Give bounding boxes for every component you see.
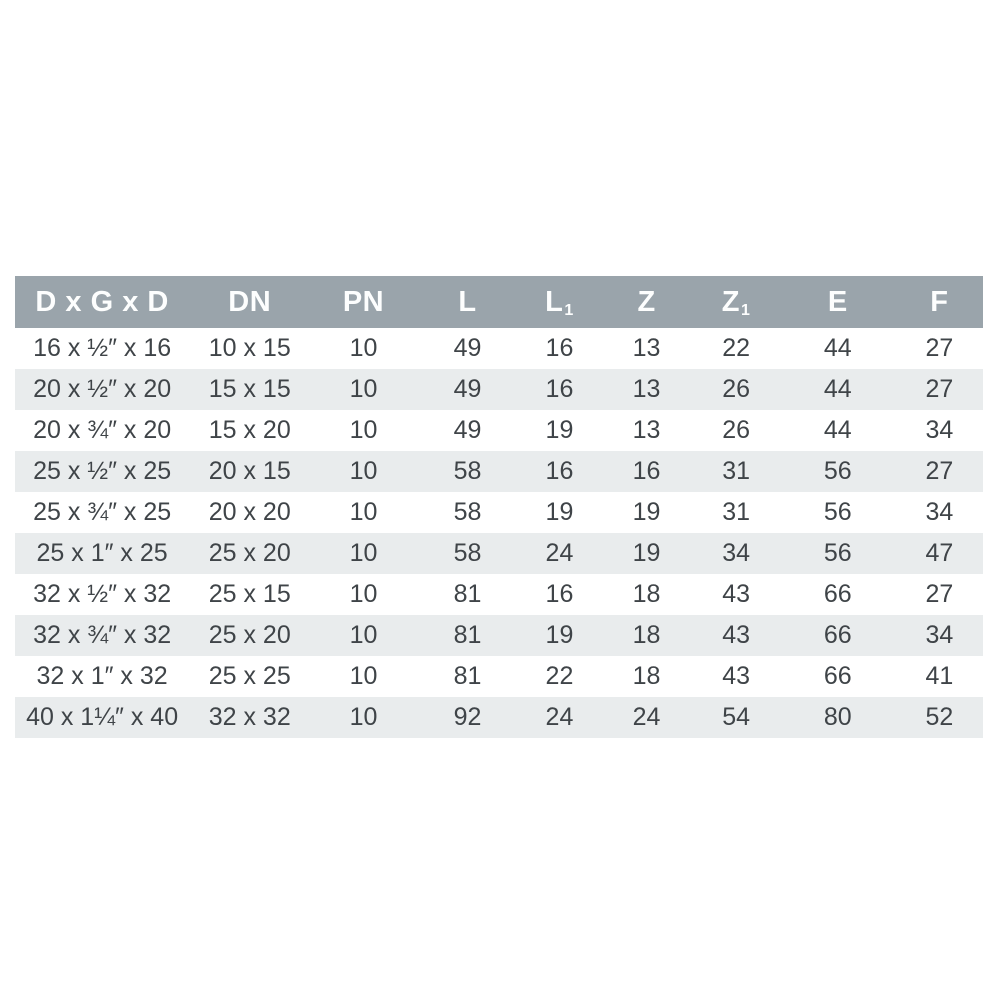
cell-dn: 20 x 15: [208, 457, 291, 485]
cell-z: 24: [632, 703, 661, 731]
cell-l1: 24: [545, 703, 574, 731]
cell-l1: 24: [545, 539, 574, 567]
table-row: [15, 697, 983, 738]
cell-l1: 19: [545, 621, 574, 649]
table-row: [15, 492, 983, 533]
header-cell-z: [601, 276, 693, 328]
table-row: [15, 656, 983, 697]
cell-z: 18: [632, 621, 661, 649]
cell-dn: 25 x 20: [208, 539, 291, 567]
header-cell-e: [780, 276, 896, 328]
cell-pn: 10: [349, 334, 378, 362]
cell-dxgxd: 32 x 1″ x 32: [36, 662, 168, 690]
cell-l1: 19: [545, 498, 574, 526]
cell-f: 34: [925, 498, 954, 526]
cell-e: 56: [823, 498, 852, 526]
table-row: [15, 451, 983, 492]
cell-l1: 16: [545, 580, 574, 608]
header-label-pn: PN: [342, 285, 385, 318]
cell-z1: 26: [722, 416, 750, 444]
cell-z1: 31: [722, 457, 750, 485]
cell-z: 13: [632, 334, 661, 362]
cell-f: 34: [925, 621, 954, 649]
cell-e: 66: [823, 580, 852, 608]
header-label-l1: L: [545, 285, 564, 318]
cell-dxgxd: 25 x ¾″ x 25: [33, 498, 172, 526]
cell-pn: 10: [349, 539, 378, 567]
header-cell-f: [896, 276, 983, 328]
table-row: [15, 574, 983, 615]
cell-z: 19: [632, 539, 661, 567]
cell-l1: 22: [545, 662, 574, 690]
cell-z1: 34: [722, 539, 750, 567]
cell-pn: 10: [349, 375, 378, 403]
cell-l: 49: [453, 375, 482, 403]
cell-dn: 32 x 32: [208, 703, 291, 731]
cell-z1: 26: [722, 375, 750, 403]
cell-f: 34: [925, 416, 954, 444]
cell-e: 80: [823, 703, 852, 731]
cell-l: 49: [453, 334, 482, 362]
table-body: [15, 328, 983, 738]
cell-dxgxd: 20 x ½″ x 20: [33, 375, 172, 403]
cell-z: 18: [632, 662, 661, 690]
cell-pn: 10: [349, 416, 378, 444]
cell-l1: 16: [545, 375, 574, 403]
table-row: [15, 328, 983, 369]
cell-pn: 10: [349, 621, 378, 649]
cell-e: 56: [823, 457, 852, 485]
cell-l: 92: [453, 703, 482, 731]
header-label-f: F: [930, 285, 949, 318]
cell-f: 27: [925, 375, 954, 403]
cell-l: 81: [453, 621, 482, 649]
header-cell-l1: [518, 276, 600, 328]
cell-f: 27: [925, 334, 954, 362]
cell-f: 52: [925, 703, 954, 731]
cell-z: 19: [632, 498, 661, 526]
table-header-row: [15, 276, 983, 328]
cell-e: 44: [823, 334, 852, 362]
cell-dxgxd: 32 x ½″ x 32: [33, 580, 172, 608]
cell-z: 16: [632, 457, 661, 485]
cell-z1: 43: [722, 621, 750, 649]
cell-pn: 10: [349, 498, 378, 526]
cell-l: 58: [453, 498, 482, 526]
cell-dn: 15 x 15: [208, 375, 291, 403]
cell-z1: 54: [722, 703, 750, 731]
dimensions-table: [15, 276, 983, 738]
table-row: [15, 369, 983, 410]
cell-dxgxd: 25 x 1″ x 25: [36, 539, 168, 567]
cell-pn: 10: [349, 703, 378, 731]
cell-z: 18: [632, 580, 661, 608]
cell-f: 41: [925, 662, 954, 690]
cell-f: 47: [925, 539, 954, 567]
cell-dn: 25 x 25: [208, 662, 291, 690]
cell-dxgxd: 40 x 1¼″ x 40: [26, 703, 179, 731]
cell-l: 81: [453, 662, 482, 690]
cell-dn: 20 x 20: [208, 498, 291, 526]
cell-dn: 15 x 20: [208, 416, 291, 444]
header-cell-l: [417, 276, 519, 328]
cell-z1: 43: [722, 662, 750, 690]
header-label-e: E: [827, 285, 848, 318]
header-cell-dxgxd: [15, 276, 189, 328]
cell-z: 13: [632, 416, 661, 444]
cell-l: 58: [453, 539, 482, 567]
header-cell-dn: [189, 276, 310, 328]
header-label-l: L: [458, 285, 477, 318]
cell-dxgxd: 25 x ½″ x 25: [33, 457, 172, 485]
header-label-dn: DN: [228, 285, 272, 318]
cell-l: 81: [453, 580, 482, 608]
cell-e: 44: [823, 375, 852, 403]
header-label-z1: Z: [721, 285, 740, 318]
header-subscript-l1: 1: [564, 302, 574, 319]
cell-z1: 22: [722, 334, 750, 362]
cell-dxgxd: 16 x ½″ x 16: [33, 334, 172, 362]
table-row: [15, 533, 983, 574]
cell-l: 58: [453, 457, 482, 485]
cell-pn: 10: [349, 457, 378, 485]
header-subscript-z1: 1: [741, 302, 751, 319]
header-label-dxgxd: D x G x D: [35, 285, 169, 318]
cell-pn: 10: [349, 662, 378, 690]
cell-l1: 16: [545, 334, 574, 362]
cell-dn: 10 x 15: [208, 334, 291, 362]
cell-z: 13: [632, 375, 661, 403]
cell-e: 66: [823, 662, 852, 690]
cell-e: 44: [823, 416, 852, 444]
cell-pn: 10: [349, 580, 378, 608]
table-row: [15, 615, 983, 656]
cell-f: 27: [925, 580, 954, 608]
cell-l: 49: [453, 416, 482, 444]
cell-f: 27: [925, 457, 954, 485]
cell-e: 56: [823, 539, 852, 567]
header-label-z: Z: [637, 285, 656, 318]
cell-z1: 43: [722, 580, 750, 608]
cell-l1: 19: [545, 416, 574, 444]
cell-dn: 25 x 20: [208, 621, 291, 649]
cell-dxgxd: 20 x ¾″ x 20: [33, 416, 172, 444]
cell-e: 66: [823, 621, 852, 649]
header-cell-z1: [693, 276, 780, 328]
cell-dxgxd: 32 x ¾″ x 32: [33, 621, 172, 649]
header-cell-pn: [310, 276, 416, 328]
cell-l1: 16: [545, 457, 574, 485]
cell-z1: 31: [722, 498, 750, 526]
table-row: [15, 410, 983, 451]
cell-dn: 25 x 15: [208, 580, 291, 608]
